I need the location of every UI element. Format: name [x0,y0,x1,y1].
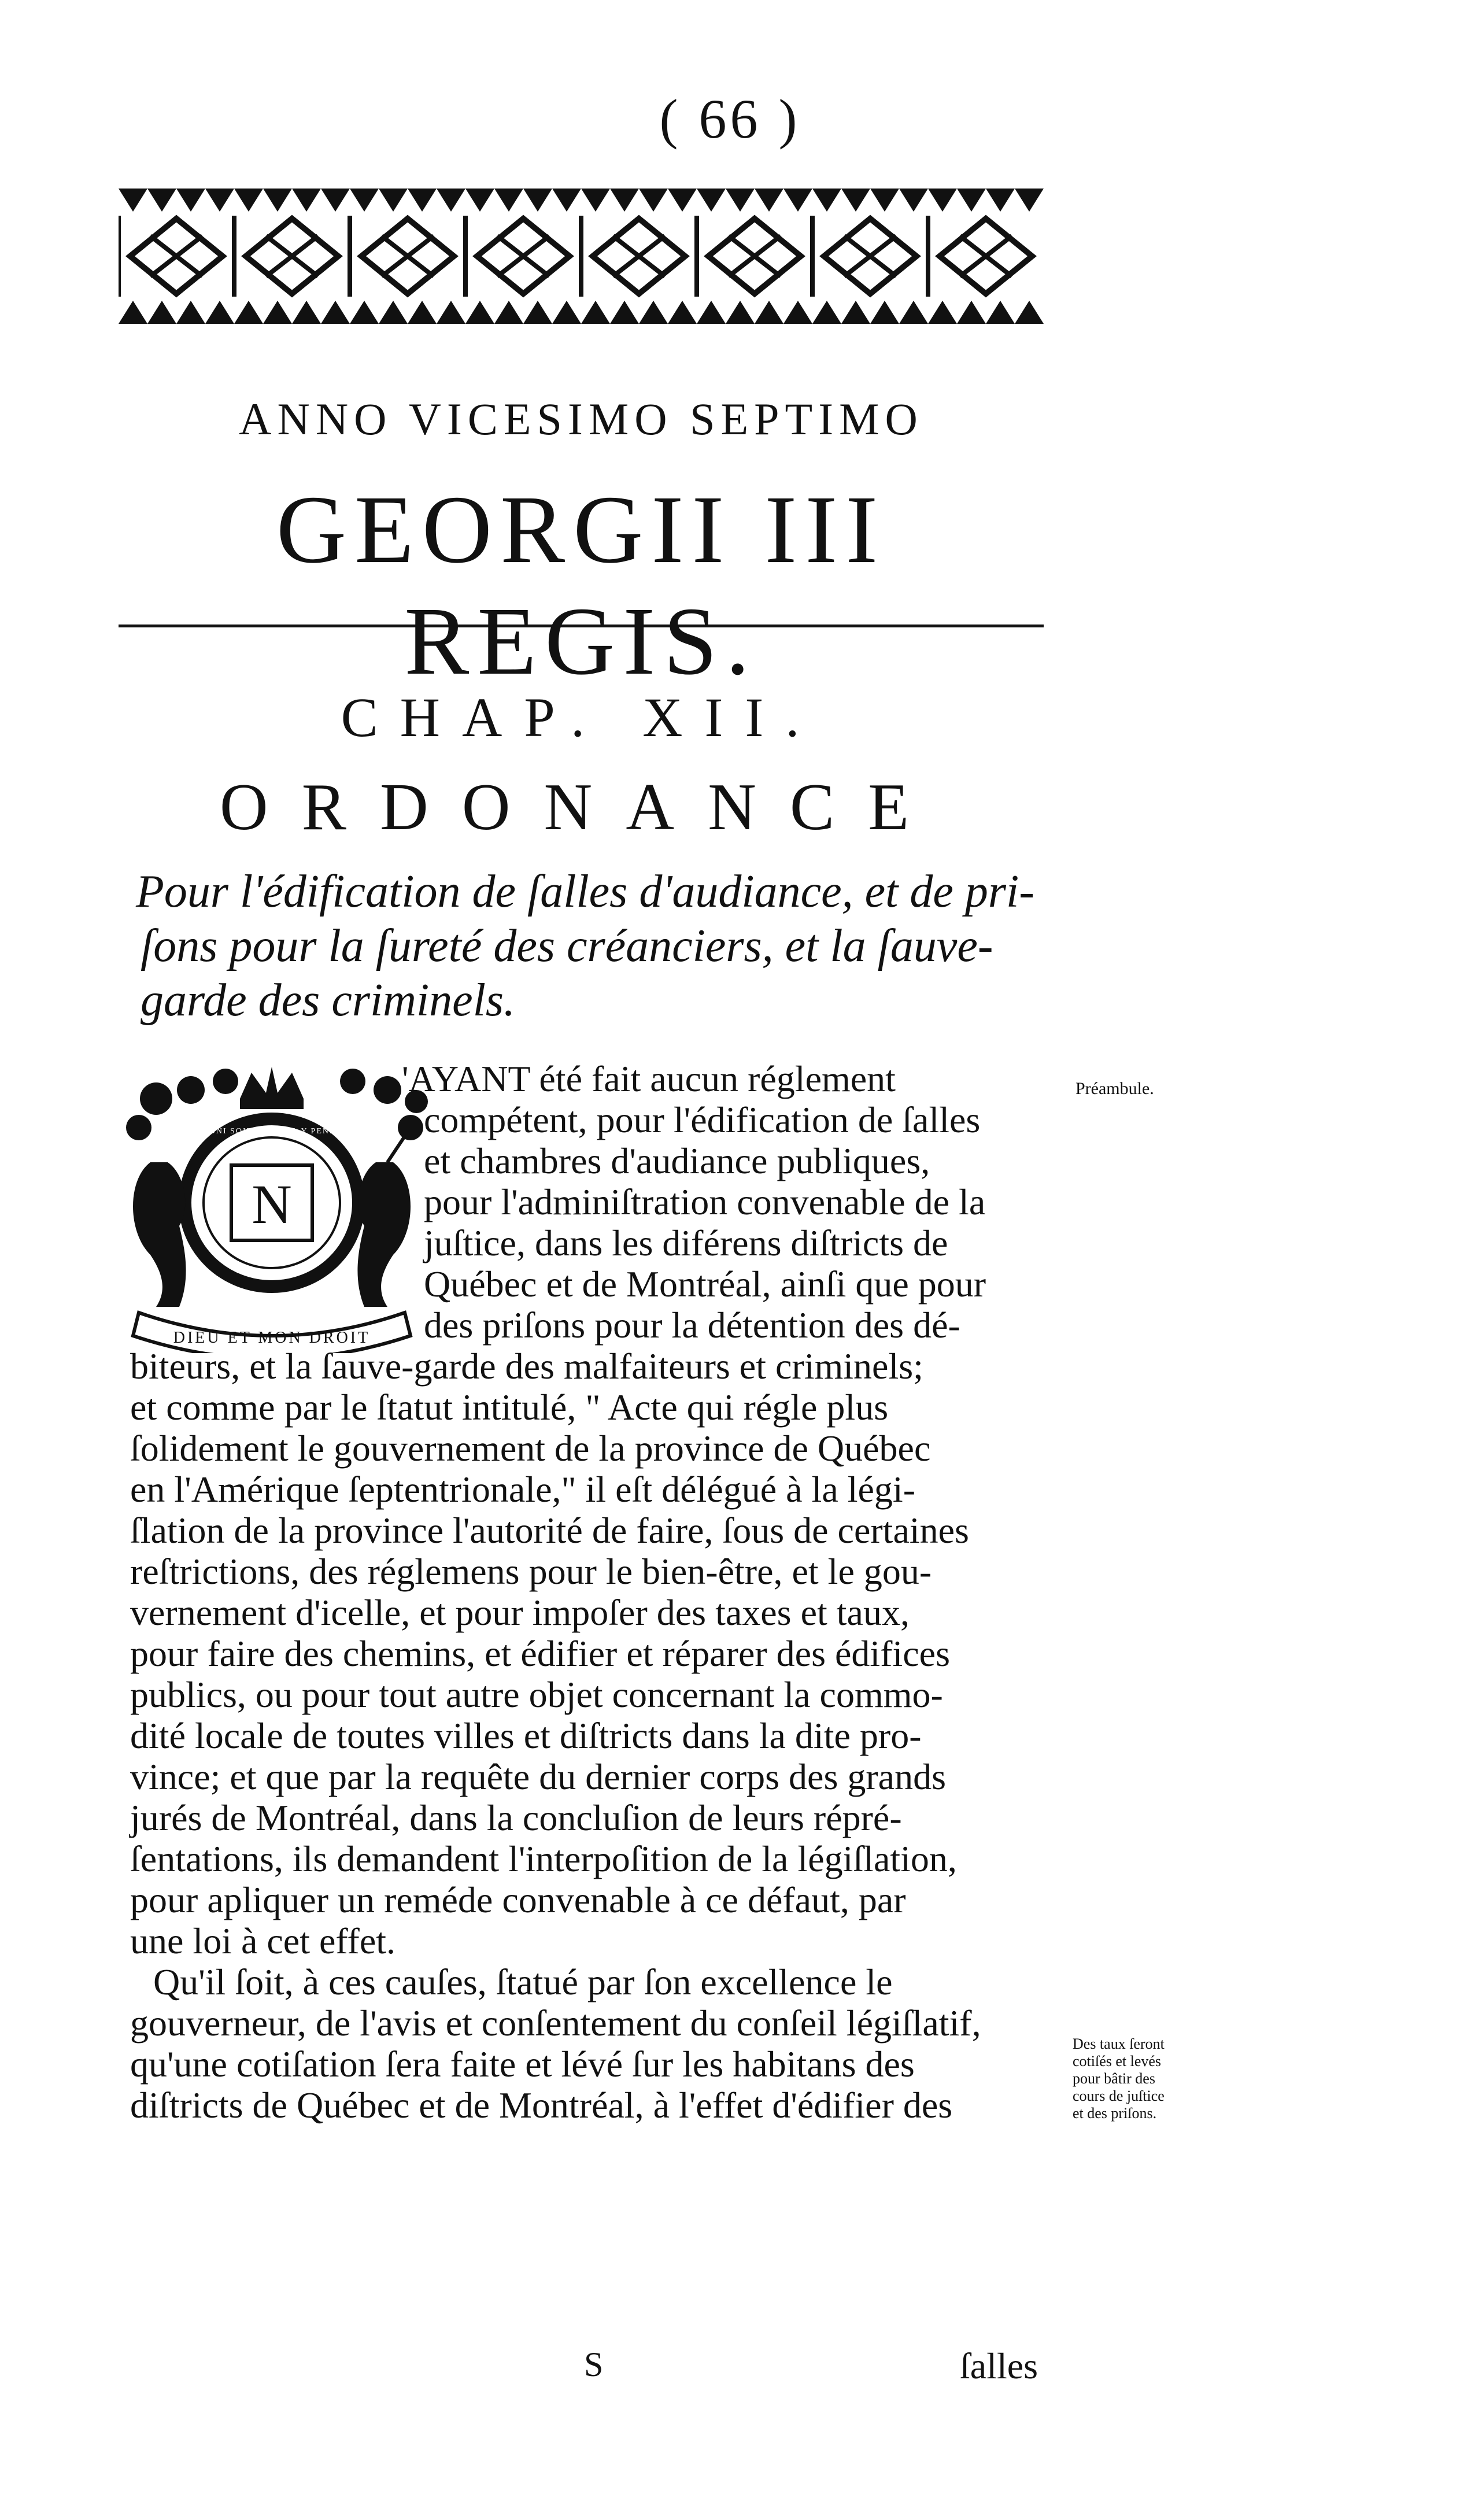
body-line: compétent, pour l'édification de ſalles [424,1099,981,1140]
body-line: juſtice, dans les diférens diſtricts de [424,1222,948,1263]
drop-cap-letter: N [252,1173,292,1235]
signature-mark: S [584,2345,604,2384]
subtitle-line: garde des criminels. [141,975,516,1026]
body-line: reſtrictions, des réglemens pour le bien-être, et le gou- [130,1551,932,1592]
margin-note-line: pour bâtir des [1073,2070,1155,2087]
margin-note-line: cotiſés et levés [1073,2053,1162,2070]
ornament-band [119,184,1044,328]
margin-note-line: et des priſons. [1073,2105,1157,2122]
body-line: ſlation de la province l'autorité de faire, ſous de certaines [130,1510,969,1551]
body-line: Québec et de Montréal, ainſi que pour [424,1263,986,1305]
heading-rule [119,625,1044,627]
body-line: diſtricts de Québec et de Montréal, à l'effet d'édifier des [130,2085,953,2126]
body-line: 'AYANT été fait aucun réglement [402,1058,896,1099]
margin-note-line: cours de juſtice [1073,2087,1165,2104]
ordonance-title: ORDONANCE [219,770,943,844]
subtitle-line: Pour l'édification de ſalles d'audiance, et de pri- [136,866,1034,917]
emblem-motto: DIEU ET MON DROIT [173,1329,371,1347]
body-line: publics, ou pour tout autre objet concernant la commo- [130,1674,943,1715]
ordinance-subtitle [136,864,1044,1028]
body-line: ſentations, ils demandent l'interpoſition de la légiſlation, [130,1838,957,1879]
body-line: Qu'il ſoit, à ces cauſes, ſtatué par ſon excellence le [153,1961,893,2002]
body-line: et chambres d'audiance publiques, [424,1140,930,1181]
royal-arms-drop-cap [116,1058,428,1353]
body-line: une loi à cet effet. [130,1920,396,1961]
body-line: et comme par le ſtatut intitulé, " Acte qui régle plus [130,1387,889,1428]
anno-heading: ANNO VICESIMO SEPTIMO [239,394,923,444]
emblem-garter-text: HONI SOIT QUI MAL Y PENSE [202,1127,342,1136]
regis-heading: GEORGII III REGIS. [276,476,886,695]
margin-note-taxes [1073,2035,1252,2122]
body-line: gouverneur, de l'avis et conſentement du conſeil légiſlatif, [130,2002,981,2044]
page-number: ( 66 ) [659,88,801,150]
body-line: dité locale de toutes villes et diſtricts dans la dite pro- [130,1715,922,1756]
body-line: vernement d'icelle, et pour impoſer des taxes et taux, [130,1592,910,1633]
margin-note-preambule: Préambule. [1075,1079,1154,1098]
margin-note-line: Des taux ſeront [1073,2035,1165,2052]
body-line: des priſons pour la détention des dé- [424,1305,960,1346]
body-line: pour l'adminiſtration convenable de la [424,1181,986,1222]
catchword: ſalles [960,2345,1038,2386]
body-line: ſolidement le gouvernement de la province de Québec [130,1428,931,1469]
body-line: pour apliquer un reméde convenable à ce défaut, par [130,1879,906,1920]
body-line: pour faire des chemins, et édifier et réparer des édifices [130,1633,950,1674]
body-line: en l'Amérique ſeptentrionale," il eſt délégué à la légi- [130,1469,915,1510]
body-line: jurés de Montréal, dans la concluſion de leurs répré- [130,1797,902,1838]
body-line: vince; et que par la requête du dernier corps des grands [130,1756,946,1797]
body-line: qu'une cotiſation ſera faite et lévé ſur les habitans des [130,2044,915,2085]
chapter-number: CHAP. XII. [341,686,822,748]
body-line: biteurs, et la ſauve-garde des malfaiteurs et criminels; [130,1346,923,1387]
subtitle-line: ſons pour la ſureté des créanciers, et la ſauve- [141,921,993,971]
